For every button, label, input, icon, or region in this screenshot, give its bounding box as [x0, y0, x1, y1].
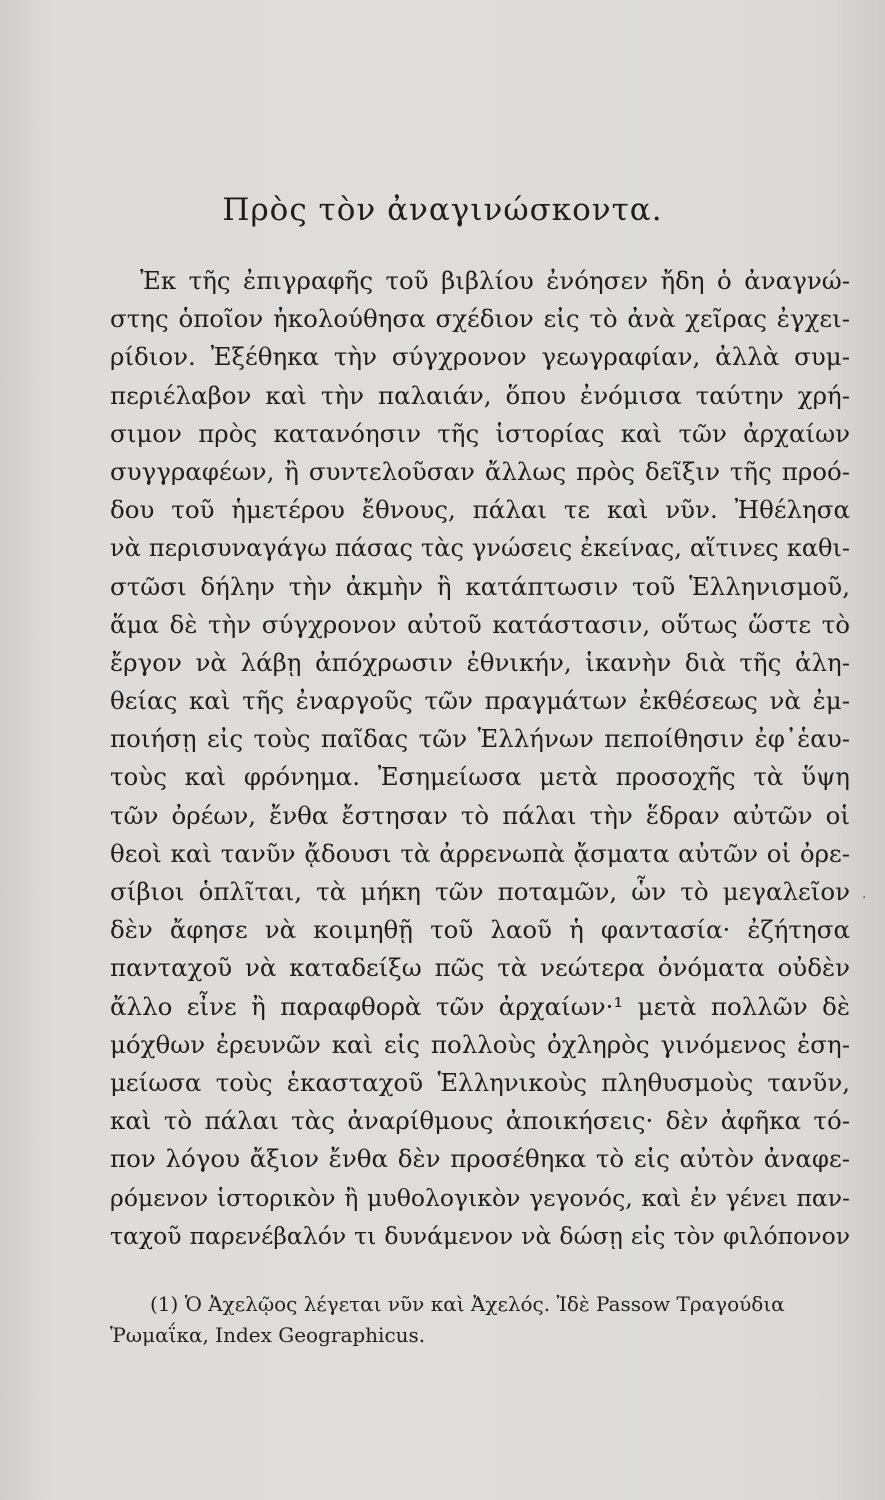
body-text — [110, 262, 850, 1255]
text-line: δὲν ἄφησε νὰ κοιμηθῇ τοῦ λαοῦ ἡ φαντασία· ἐζήτησα — [110, 915, 850, 945]
text-line: ταχοῦ παρενέβαλόν τι δυνάμενον νὰ δώσῃ εἰς τὸν φιλόπονον — [110, 1221, 850, 1250]
text-line: πανταχοῦ νὰ καταδείξω πῶς τὰ νεώτερα ὀνόματα οὐδὲν — [110, 953, 850, 983]
text-line: ἄλλο εἶνε ἢ παραφθορὰ τῶν ἀρχαίων·¹ μετὰ πολλῶν δὲ — [110, 991, 850, 1021]
footnote — [110, 1289, 860, 1351]
text-line: συγγραφέων, ἢ συντελοῦσαν ἄλλως πρὸς δεῖξιν τῆς προό- — [110, 456, 850, 486]
text-line: μείωσα τοὺς ἑκασταχοῦ Ἑλληνικοὺς πληθυσμοὺς τανῦν, — [110, 1067, 850, 1097]
text-line: τοὺς καὶ φρόνημα. Ἐσημείωσα μετὰ προσοχῆς τὰ ὕψη — [110, 762, 850, 792]
text-line: στῶσι δήλην τὴν ἀκμὴν ἢ κατάπτωσιν τοῦ Ἑλληνισμοῦ, — [110, 571, 850, 601]
text-line: θεοὶ καὶ τανῦν ᾄδουσι τὰ ἀρρενωπὰ ᾄσματα αὐτῶν οἱ ὀρε- — [110, 838, 850, 868]
text-line: σιμον πρὸς κατανόησιν τῆς ἱστορίας καὶ τῶν ἀρχαίων — [110, 418, 850, 448]
text-line: ρόμενον ἱστορικὸν ἢ μυθολογικὸν γεγονός, καὶ ἐν γένει παν- — [110, 1183, 850, 1212]
text-line: δου τοῦ ἡμετέρου ἔθνους, πάλαι τε καὶ νῦν. Ἠθέλησα — [110, 495, 850, 525]
text-line: σίβιοι ὁπλῖται, τὰ μήκη τῶν ποταμῶν, ὧν τὸ μεγαλεῖον — [110, 877, 850, 906]
text-line: νὰ περισυναγάγω πάσας τὰς γνώσεις ἐκείνας, αἵτινες καθι- — [110, 534, 850, 563]
text-line: στης ὁποῖον ἠκολούθησα σχέδιον εἰς τὸ ἀνὰ χεῖρας ἐγχει- — [110, 304, 850, 334]
page-heading: Πρὸς τὸν ἀναγινώσκοντα. — [222, 192, 663, 228]
margin-speck: · — [862, 890, 867, 906]
text-line: ποιήσῃ εἰς τοὺς παῖδας τῶν Ἑλλήνων πεποίθησιν ἐφ᾽ἑαυ- — [110, 724, 850, 754]
text-line: θείας καὶ τῆς ἐναργοῦς τῶν πραγμάτων ἐκθέσεως νὰ ἐμ- — [110, 686, 850, 716]
text-line: καὶ τὸ πάλαι τὰς ἀναρίθμους ἀποικήσεις· δὲν ἀφῆκα τό- — [110, 1106, 850, 1136]
text-line: πον λόγου ἄξιον ἔνθα δὲν προσέθηκα τὸ εἰς αὐτὸν ἀναφε- — [110, 1144, 850, 1174]
text-line: ἔργον νὰ λάβῃ ἀπόχρωσιν ἐθνικήν, ἱκανὴν διὰ τῆς ἀλη- — [110, 647, 850, 677]
text-line: περιέλαβον καὶ τὴν παλαιάν, ὅπου ἐνόμισα ταύτην χρή- — [110, 380, 850, 410]
text-line: μόχθων ἐρευνῶν καὶ εἰς πολλοὺς ὀχληρὸς γινόμενος ἐση- — [110, 1029, 850, 1059]
text-line: Ἐκ τῆς ἐπιγραφῆς τοῦ βιβλίου ἐνόησεν ἤδη ὁ ἀναγνώ- — [140, 266, 850, 295]
text-line: ρίδιον. Ἐξέθηκα τὴν σύγχρονον γεωγραφίαν, ἀλλὰ συμ- — [110, 342, 850, 372]
text-line: ἅμα δὲ τὴν σύγχρονον αὐτοῦ κατάστασιν, οὕτως ὥστε τὸ — [110, 609, 850, 639]
text-line: τῶν ὀρέων, ἔνθα ἔστησαν τὸ πάλαι τὴν ἕδραν αὐτῶν οἱ — [110, 800, 850, 830]
footnote-line: (1) Ὁ Ἀχελῷος λέγεται νῦν καὶ Ἀχελός. Ἰδὲ Passow Τραγούδια — [150, 1292, 785, 1316]
footnote-line: Ῥωμαΐκα, Index Geographicus. — [110, 1323, 426, 1347]
